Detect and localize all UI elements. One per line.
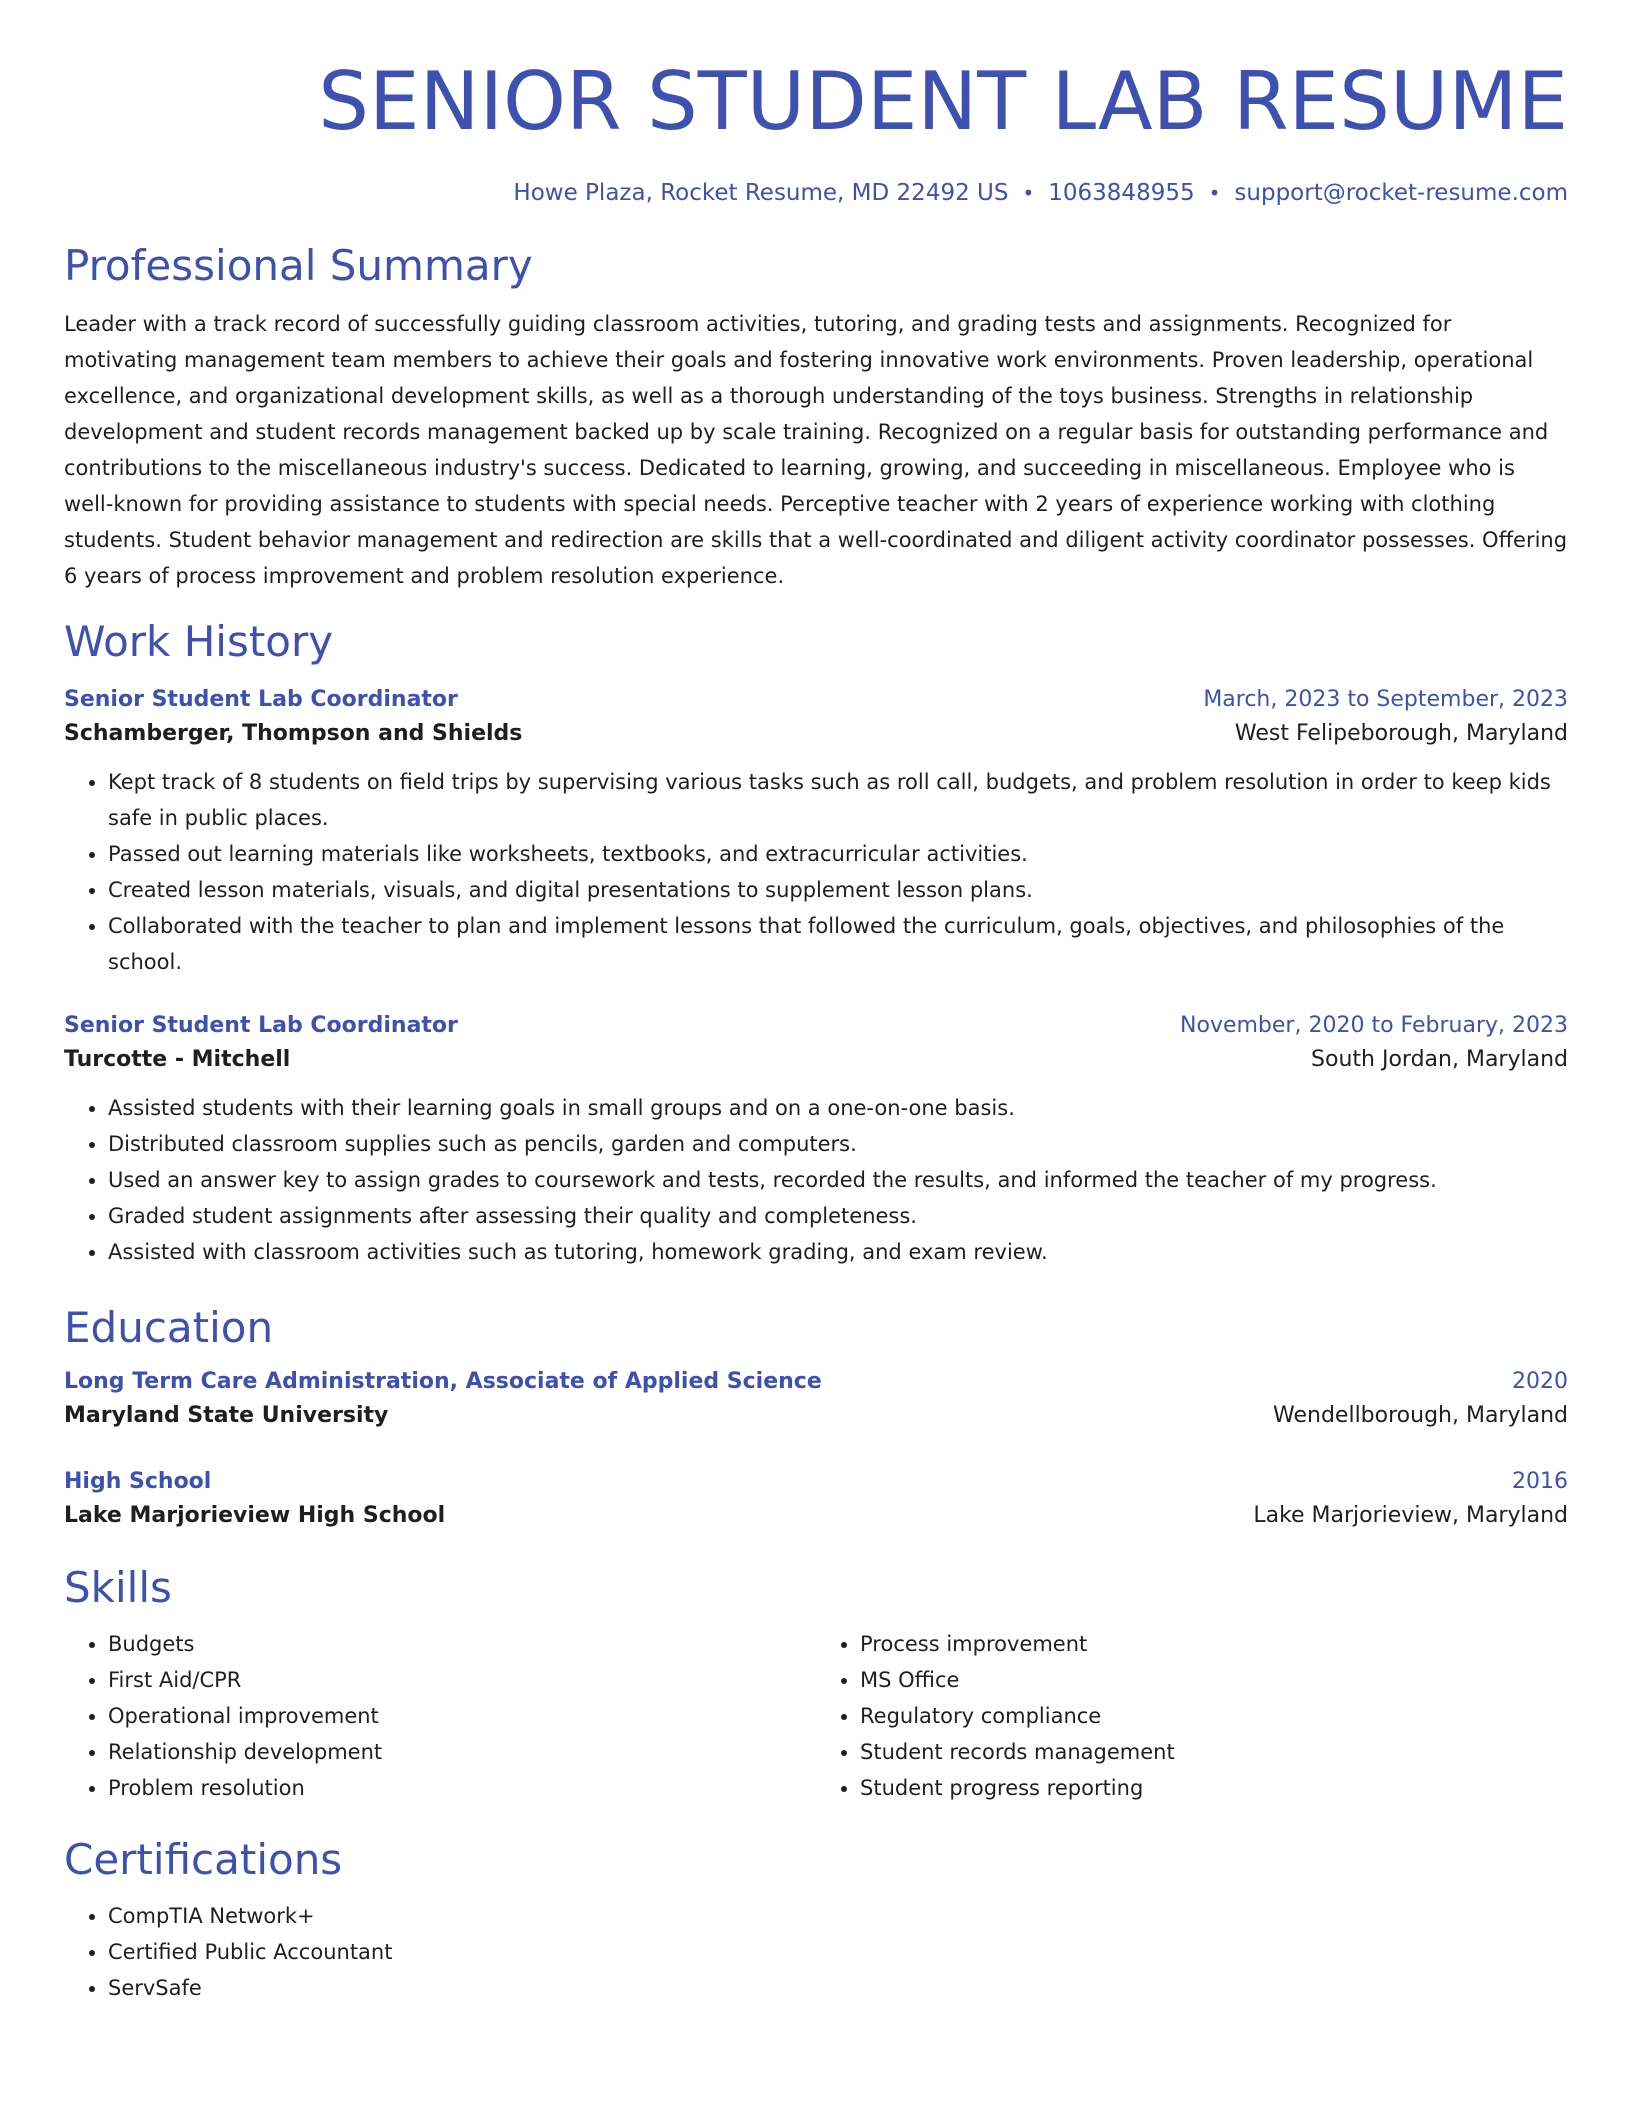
certifications-heading: Certifications xyxy=(64,1835,343,1884)
job-dates: November, 2020 to February, 2023 xyxy=(1180,1013,1568,1038)
education-entry xyxy=(64,1466,1568,1534)
certification-item: • ServSafe xyxy=(108,1970,1568,2006)
job-bullet: • Collaborated with the teacher to plan and implement lessons that followed the curriculum, goals, objectives, and philosophies of the school. xyxy=(108,908,1568,980)
school-location: Wendellborough, Maryland xyxy=(1273,1403,1568,1428)
skill-item: • MS Office xyxy=(860,1662,1568,1698)
skill-item: • Student progress reporting xyxy=(860,1770,1568,1806)
job-entry xyxy=(64,1010,1568,1270)
job-bullet: • Assisted with classroom activities such as tutoring, homework grading, and exam review. xyxy=(108,1234,1568,1270)
contact-separator: • xyxy=(1208,181,1221,205)
resume-header xyxy=(64,52,1568,208)
graduation-year: 2020 xyxy=(1512,1369,1568,1394)
summary-text: Leader with a track record of successfully guiding classroom activities, tutoring, and grading tests and assignments. Recognized for motivating management team members to achieve their goals and fostering innovative work environments. Proven leadership, operational excellence, and organizational development skills, as well as a thorough understanding of the toys business. Strengths in relationship development and student records management backed up by scale training. Recognized on a regular basis for outstanding performance and contributions to the miscellaneous industry's success. Dedicated to learning, growing, and succeeding in miscellaneous. Employee who is well-known for providing assistance to students with special needs. Perceptive teacher with 2 years of experience working with clothing students. Student behavior management and redirection are skills that a well-coordinated and diligent activity coordinator possesses. Offering 6 years of process improvement and problem resolution experience. xyxy=(64,312,1568,588)
education-heading: Education xyxy=(64,1303,274,1352)
school-row xyxy=(64,1498,1568,1534)
contact-address: Howe Plaza, Rocket Resume, MD 22492 US xyxy=(513,180,1009,206)
work-history-heading: Work History xyxy=(64,617,334,666)
job-title: Senior Student Lab Coordinator xyxy=(64,1013,458,1038)
certifications-section xyxy=(64,1832,1568,2006)
skills-list-left xyxy=(64,1626,816,1806)
skill-item: • Process improvement xyxy=(860,1626,1568,1662)
degree-row xyxy=(64,1366,1568,1398)
education-section xyxy=(64,1300,1568,1534)
contact-separator: • xyxy=(1022,181,1035,205)
resume-title: SENIOR STUDENT LAB RESUME xyxy=(318,55,1568,148)
degree-row xyxy=(64,1466,1568,1498)
job-dates: March, 2023 to September, 2023 xyxy=(1203,687,1568,712)
skills-grid xyxy=(64,1626,1568,1806)
job-bullet: • Distributed classroom supplies such as pencils, garden and computers. xyxy=(108,1126,1568,1162)
job-location: West Felipeborough, Maryland xyxy=(1234,721,1568,746)
job-bullets xyxy=(64,764,1568,980)
job-title: Senior Student Lab Coordinator xyxy=(64,687,458,712)
skill-item: • Problem resolution xyxy=(108,1770,816,1806)
job-bullet: • Used an answer key to assign grades to coursework and tests, recorded the results, and informed the teacher of my progress. xyxy=(108,1162,1568,1198)
job-bullet: • Kept track of 8 students on field trips by supervising various tasks such as roll call, budgets, and problem resolution in order to keep kids safe in public places. xyxy=(108,764,1568,836)
skill-item: • First Aid/CPR xyxy=(108,1662,816,1698)
job-bullet: • Assisted students with their learning goals in small groups and on a one-on-one basis. xyxy=(108,1090,1568,1126)
job-entry xyxy=(64,684,1568,980)
skills-heading: Skills xyxy=(64,1563,172,1612)
job-bullet: • Created lesson materials, visuals, and digital presentations to supplement lesson plans. xyxy=(108,872,1568,908)
degree-name: Long Term Care Administration, Associate of Applied Science xyxy=(64,1369,822,1394)
certifications-list xyxy=(64,1898,1568,2006)
skill-item: • Relationship development xyxy=(108,1734,816,1770)
skill-item: • Student records management xyxy=(860,1734,1568,1770)
job-title-row xyxy=(64,1010,1568,1042)
job-bullets xyxy=(64,1090,1568,1270)
summary-section xyxy=(64,238,1568,594)
contact-phone: 1063848955 xyxy=(1048,180,1195,206)
job-bullet: • Passed out learning materials like worksheets, textbooks, and extracurricular activities. xyxy=(108,836,1568,872)
job-bullet: • Graded student assignments after assessing their quality and completeness. xyxy=(108,1198,1568,1234)
school-location: Lake Marjorieview, Maryland xyxy=(1253,1503,1568,1528)
graduation-year: 2016 xyxy=(1512,1469,1568,1494)
job-employer: Turcotte - Mitchell xyxy=(64,1047,291,1072)
certification-item: • Certified Public Accountant xyxy=(108,1934,1568,1970)
work-history-section xyxy=(64,614,1568,1270)
summary-heading: Professional Summary xyxy=(64,241,533,290)
skill-item: • Budgets xyxy=(108,1626,816,1662)
contact-line xyxy=(64,178,1568,208)
job-title-row xyxy=(64,684,1568,716)
certification-item: • CompTIA Network+ xyxy=(108,1898,1568,1934)
school-row xyxy=(64,1398,1568,1434)
contact-email[interactable]: support@rocket-resume.com xyxy=(1234,180,1568,206)
job-employer-row xyxy=(64,716,1568,752)
skill-item: • Operational improvement xyxy=(108,1698,816,1734)
job-employer-row xyxy=(64,1042,1568,1078)
job-location: South Jordan, Maryland xyxy=(1311,1047,1568,1072)
skills-list-right xyxy=(816,1626,1568,1806)
job-employer: Schamberger, Thompson and Shields xyxy=(64,721,523,746)
school-name: Lake Marjorieview High School xyxy=(64,1503,446,1528)
school-name: Maryland State University xyxy=(64,1403,389,1428)
skill-item: • Regulatory compliance xyxy=(860,1698,1568,1734)
education-entry xyxy=(64,1366,1568,1434)
degree-name: High School xyxy=(64,1469,212,1494)
skills-section xyxy=(64,1560,1568,1806)
